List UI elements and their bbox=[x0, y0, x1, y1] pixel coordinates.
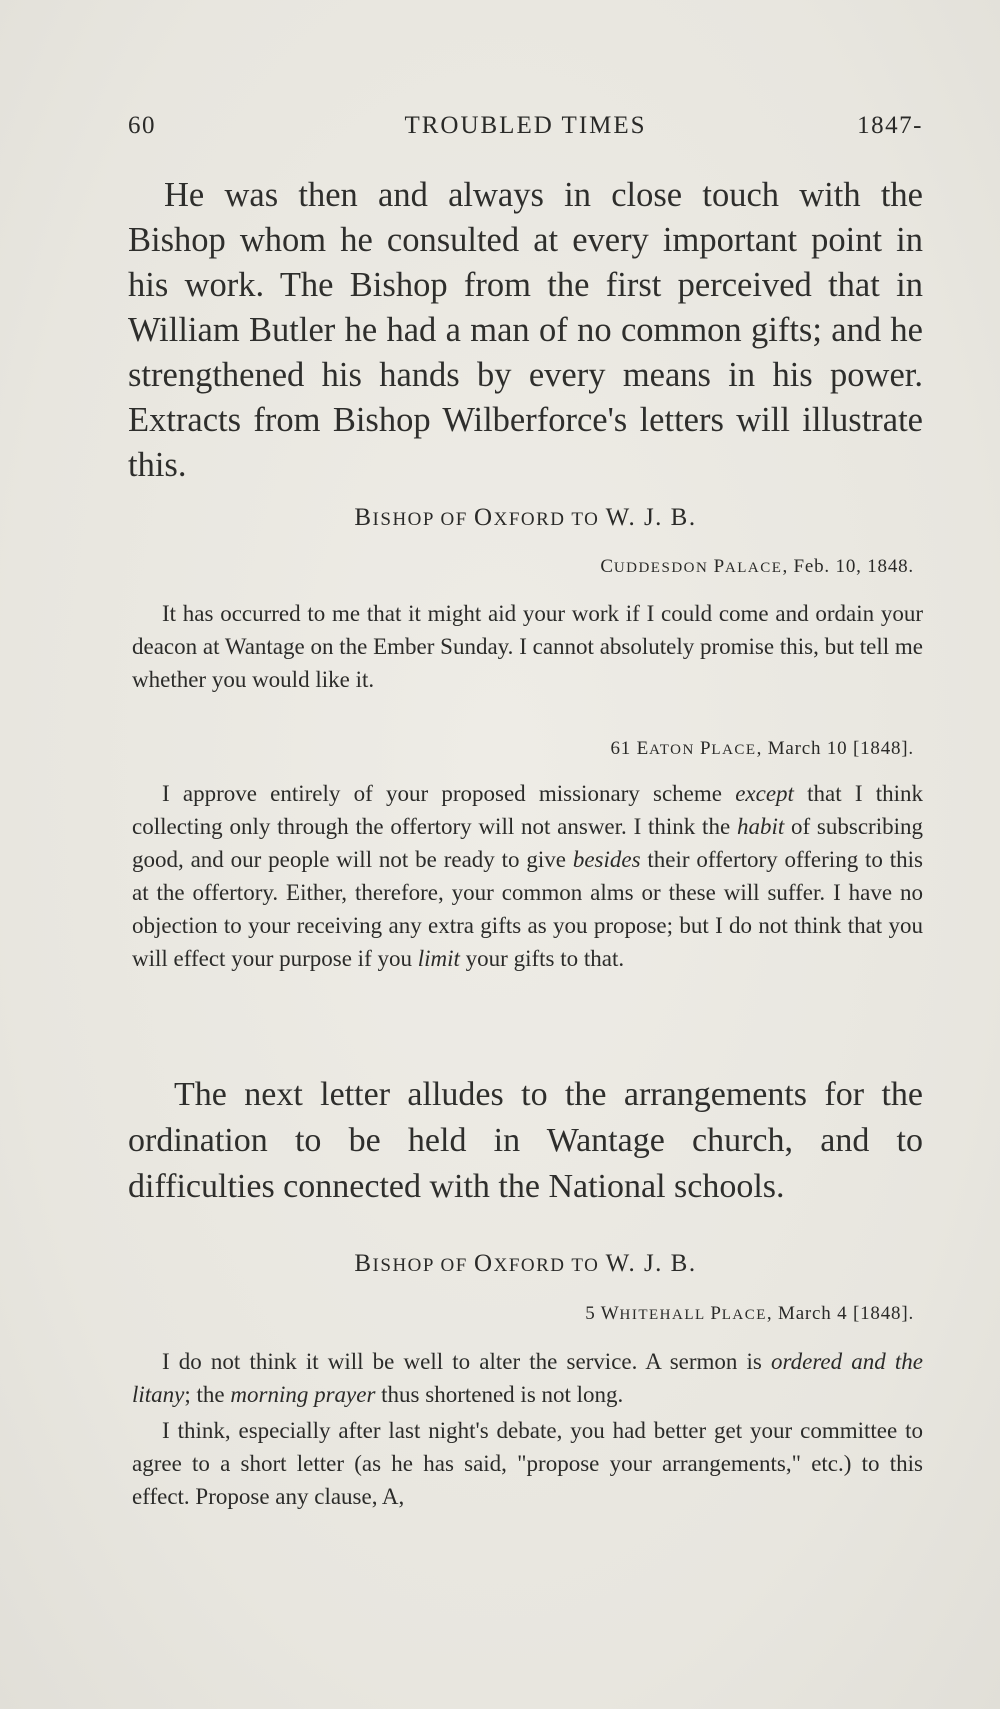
address-text: , March 10 [1848]. bbox=[756, 738, 914, 759]
address-text: P bbox=[713, 556, 725, 577]
body-paragraph-1: He was then and always in close touch with the Bishop whom he consulted at every important point in his work. The Bishop from the first perceived that in William Butler he had a man of no common gifts; and he strengthened his hands by every means in his power. Extracts from Bishop Wilberforce's letters will illustrate this. bbox=[128, 176, 923, 484]
page-number: 60 bbox=[128, 112, 156, 139]
letter-address-3 bbox=[585, 1303, 914, 1325]
address-text: 5 W bbox=[585, 1303, 620, 1324]
letter-address-2 bbox=[611, 738, 915, 760]
text-run: of subscribing good, and our people will not be ready to give bbox=[132, 814, 923, 872]
address-text: HITEHALL bbox=[619, 1307, 711, 1323]
heading-text: W. J. B. bbox=[605, 504, 697, 531]
address-text: LACE bbox=[711, 742, 757, 758]
text-run: ; the bbox=[184, 1382, 231, 1407]
heading-text: XFORD TO bbox=[493, 509, 606, 530]
text-run: your gifts to that. bbox=[459, 946, 625, 971]
heading-text: ISHOP OF bbox=[372, 509, 475, 530]
text-run: that I think collecting only through the offertory will not answer. I think the bbox=[132, 781, 923, 839]
address-text: LACE bbox=[721, 1307, 767, 1323]
heading-text: O bbox=[474, 1250, 494, 1277]
running-title: TROUBLED TIMES bbox=[404, 112, 647, 139]
heading-text: B bbox=[354, 1250, 373, 1277]
heading-text: W. J. B. bbox=[605, 1250, 697, 1277]
letter-body-3 bbox=[132, 1345, 923, 1513]
address-text: P bbox=[710, 1303, 722, 1324]
address-text: ATON bbox=[649, 742, 701, 758]
address-text: , Feb. 10, 1848. bbox=[782, 556, 914, 577]
letter-heading-1 bbox=[128, 504, 923, 532]
letter-body-1 bbox=[132, 597, 923, 696]
running-year: 1847- bbox=[857, 112, 923, 139]
text-run: thus shortened is not long. bbox=[375, 1382, 624, 1407]
address-text: 61 E bbox=[610, 738, 650, 759]
address-text: UDDESDON bbox=[613, 560, 714, 576]
running-header bbox=[128, 112, 923, 146]
heading-text: XFORD TO bbox=[493, 1255, 606, 1276]
italic-run: limit bbox=[417, 946, 460, 971]
heading-text: O bbox=[474, 504, 494, 531]
text-run: I approve entirely of your proposed missionary scheme bbox=[162, 781, 736, 806]
letter-paragraph bbox=[132, 1345, 923, 1411]
letter-paragraph: I think, especially after last night's debate, you had better get your committee to agree to a short letter (as he has said, "propose your arrangements," etc.) to this effect. Propose any clause, A, bbox=[132, 1418, 923, 1509]
address-text: P bbox=[700, 738, 712, 759]
body-paragraph-2: The next letter alludes to the arrangements for the ordination to be held in Wantage church, and to difficulties connected with the National schools. bbox=[128, 1076, 923, 1205]
italic-run: morning prayer bbox=[230, 1382, 376, 1407]
italic-run: except bbox=[735, 781, 794, 806]
letter-heading-2 bbox=[128, 1250, 923, 1278]
italic-run: ordered and the litany bbox=[132, 1349, 923, 1407]
letter-body-2 bbox=[132, 777, 923, 975]
italic-run: habit bbox=[736, 814, 785, 839]
address-text: , March 4 [1848]. bbox=[766, 1303, 914, 1324]
letter-paragraph: It has occurred to me that it might aid your work if I could come and ordain your deacon at Wantage on the Ember Sunday. I cannot absolutely promise this, but tell me whether you would like it. bbox=[132, 601, 923, 692]
heading-text: ISHOP OF bbox=[372, 1255, 475, 1276]
letter-paragraph bbox=[132, 777, 923, 975]
heading-text: B bbox=[354, 504, 373, 531]
text-run: their offertory offering to this at the offertory. Either, therefore, your common alms or these will suffer. I have no objection to your receiving any extra gifts as you propose; but I do not think that you will effect your purpose if you bbox=[132, 847, 923, 971]
letter-address-1 bbox=[600, 556, 914, 578]
text-run: I do not think it will be well to alter the service. A sermon is bbox=[162, 1349, 772, 1374]
address-text: ALACE bbox=[724, 560, 783, 576]
italic-run: besides bbox=[572, 847, 641, 872]
address-text: C bbox=[600, 556, 614, 577]
